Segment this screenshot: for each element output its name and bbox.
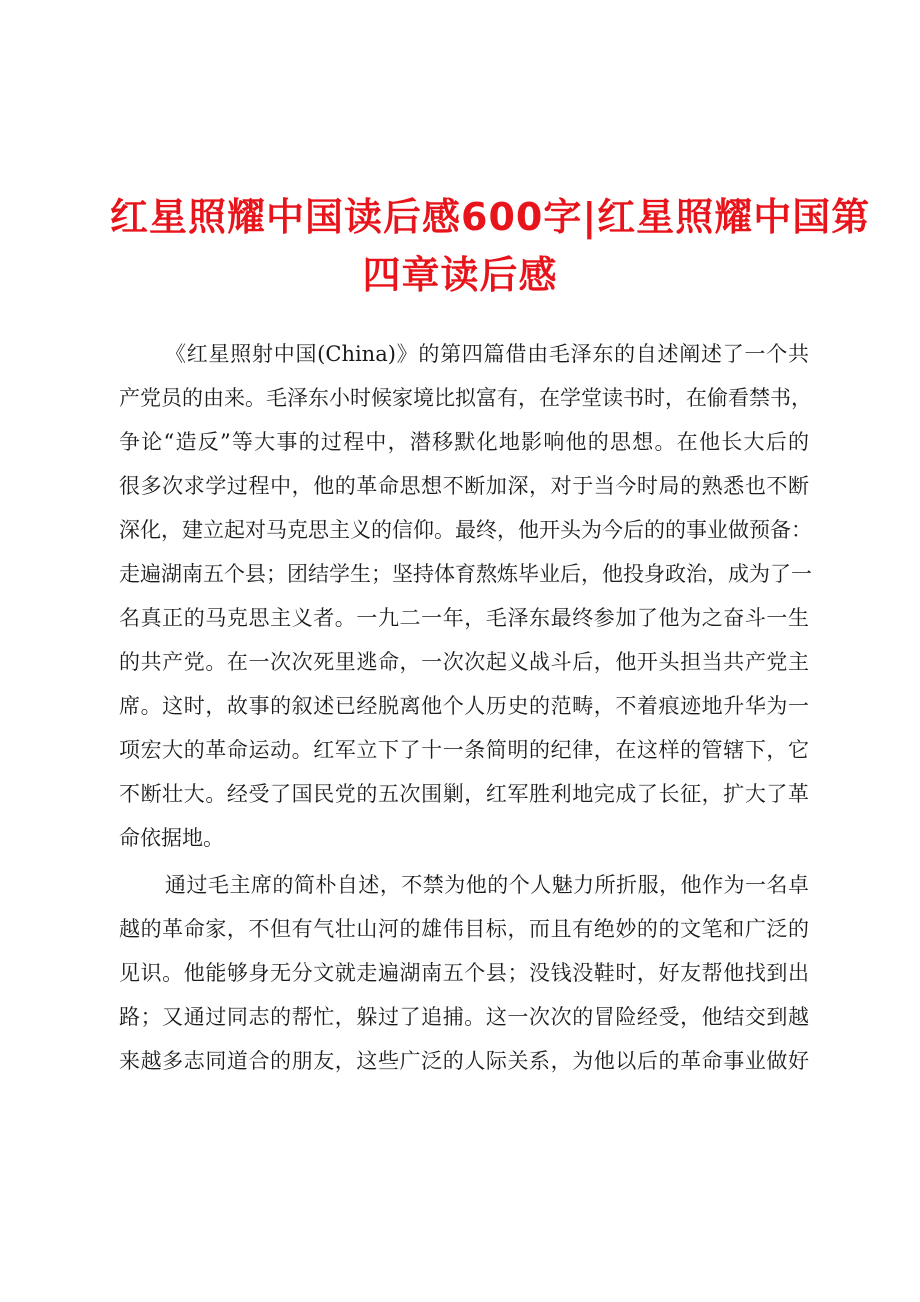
paragraph-line: 命依据地。 — [119, 826, 224, 850]
paragraph-line: 《红星照射中国(China)》的第四篇借由毛泽东的自述阐述了一个共 — [165, 342, 809, 366]
paragraph-line: 争论“造反”等大事的过程中，潜移默化地影响他的思想。在他长大后的 — [119, 430, 809, 454]
paragraph-line: 越的革命家，不但有气壮山河的雄伟目标，而且有绝妙的的文笔和广泛的 — [119, 917, 809, 941]
document-body — [119, 332, 812, 1086]
paragraph-line: 席。这时，故事的叙述已经脱离他个人历史的范畴，不着痕迹地升华为一 — [119, 694, 809, 718]
paragraph-2 — [119, 863, 809, 1083]
document-title — [110, 188, 871, 304]
paragraph-line: 产党员的由来。毛泽东小时候家境比拟富有，在学堂读书时，在偷看禁书， — [119, 386, 812, 410]
paragraph-line: 名真正的马克思主义者。一九二一年，毛泽东最终参加了他为之奋斗一生 — [119, 606, 809, 630]
paragraph-line: 走遍湖南五个县；团结学生；坚持体育熬炼毕业后，他投身政治，成为了一 — [119, 562, 812, 586]
title-line-2: 四章读后感 — [362, 253, 558, 297]
paragraph-line: 项宏大的革命运动。红军立下了十一条简明的纪律，在这样的管辖下，它 — [119, 738, 809, 762]
paragraph-line: 来越多志同道合的朋友，这些广泛的人际关系，为他以后的革命事业做好 — [119, 1049, 809, 1073]
paragraph-line: 见识。他能够身无分文就走遍湖南五个县；没钱没鞋时，好友帮他找到出 — [119, 961, 809, 985]
paragraph-line: 通过毛主席的简朴自述，不禁为他的个人魅力所折服，他作为一名卓 — [165, 873, 809, 897]
paragraph-line: 深化，建立起对马克思主义的信仰。最终，他开头为今后的的事业做预备： — [119, 518, 812, 542]
paragraph-line: 不断壮大。经受了国民党的五次围剿，红军胜利地完成了长征，扩大了革 — [119, 782, 809, 806]
paragraph-line: 的共产党。在一次次死里逃命，一次次起义战斗后，他开头担当共产党主 — [119, 650, 809, 674]
paragraph-line: 很多次求学过程中，他的革命思想不断加深，对于当今时局的熟悉也不断 — [119, 474, 809, 498]
paragraph-line: 路；又通过同志的帮忙，躲过了追捕。这一次次的冒险经受，他结交到越 — [119, 1005, 809, 1029]
paragraph-1 — [119, 332, 812, 860]
title-line-1: 红星照耀中国读后感600字|红星照耀中国第 — [110, 195, 871, 239]
